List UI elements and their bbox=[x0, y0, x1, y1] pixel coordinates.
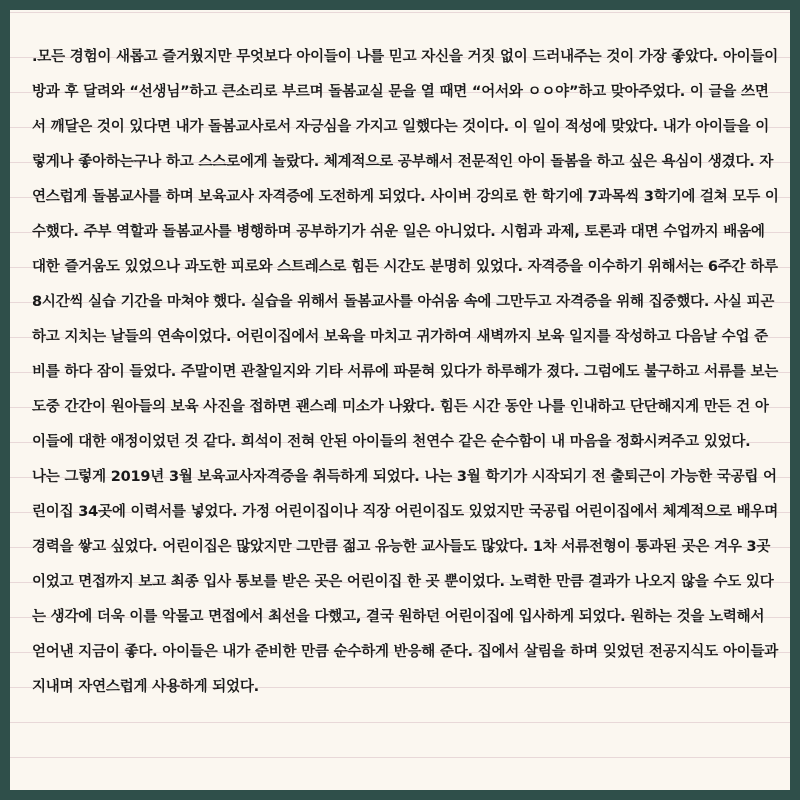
essay-paragraph-2: 나는 그렇게 2019년 3월 보육교사자격증을 취득하게 되었다. 나는 3월 학기가 시작되기 전 출퇴근이 가능한 국공립 어린이집 34곳에 이력서를 넣었다. 가정 어린이집이나 직장 어린이집도 있었지만 국공립 어린이집에서 체계적으로 배우며 경력을 쌓고 싶었다. 어린이집은 많았지만 그만큼 젊고 유능한 교사들도 많았다. 1차 서류전형이 통과된 곳은 겨우 3곳이었고 면접까지 보고 최종 입사 통보를 받은 곳은 어린이집 한 곳 뿐이었다. 노력한 만큼 결과가 나오지 않을 수도 있다는 생각에 더욱 이를 악물고 면접에서 최선을 다했고, 결국 원하던 어린이집에 입사하게 되었다. 원하는 것을 노력해서 얻어낸 지금이 좋다. 아이들은 내가 준비한 만큼 순수하게 반응해 준다. 집에서 살림을 하며 잊었던 전공지식도 아이들과 지내며 자연스럽게 사용하게 되었다. bbox=[32, 469, 779, 695]
essay-body bbox=[32, 40, 780, 705]
essay-paragraph-1: .모든 경험이 새롭고 즐거웠지만 무엇보다 아이들이 나를 믿고 자신을 거짓 없이 드러내주는 것이 가장 좋았다. 아이들이 방과 후 달려와 “선생님”하고 큰소리로 부르며 돌봄교실 문을 열 때면 “어서와 ㅇㅇ야”하고 맞아주었다. 이 글을 쓰면서 깨달은 것이 있다면 내가 돌봄교사로서 자긍심을 가지고 일했다는 것이다. 이 일이 적성에 맞았다. 내가 아이들을 이렇게나 좋아하는구나 하고 스스로에게 놀랐다. 체계적으로 공부해서 전문적인 아이 돌봄을 하고 싶은 욕심이 생겼다. 자연스럽게 돌봄교사를 하며 보육교사 자격증에 도전하게 되었다. 사이버 강의로 한 학기에 7과목씩 3학기에 걸쳐 모두 이수했다. 주부 역할과 돌봄교사를 병행하며 공부하기가 쉬운 일은 아니었다. 시험과 과제, 토론과 대면 수업까지 배움에 대한 즐거움도 있었으나 과도한 피로와 스트레스로 힘든 시간도 분명히 있었다. 자격증을 이수하기 위해서는 6주간 하루 8시간씩 실습 기간을 마쳐야 했다. 실습을 위해서 돌봄교사를 아쉬움 속에 그만두고 자격증을 위해 집중했다. 사실 피곤하고 지치는 날들의 연속이었다. 어린이집에서 보육을 마치고 귀가하여 새벽까지 보육 일지를 작성하고 다음날 수업 준비를 하다 잠이 들었다. 주말이면 관찰일지와 기타 서류에 파묻혀 있다가 하루해가 졌다. 그럼에도 불구하고 서류를 보는 도중 간간이 원아들의 보육 사진을 접하면 괜스레 미소가 나왔다. 힘든 시간 동안 나를 인내하고 단단해지게 만든 건 아이들에 대한 애정이었던 것 같다. 희석이 전혀 안된 아이들의 천연수 같은 순수함이 내 마음을 정화시켜주고 있었다. bbox=[32, 49, 779, 450]
lined-paper-page bbox=[10, 10, 790, 790]
